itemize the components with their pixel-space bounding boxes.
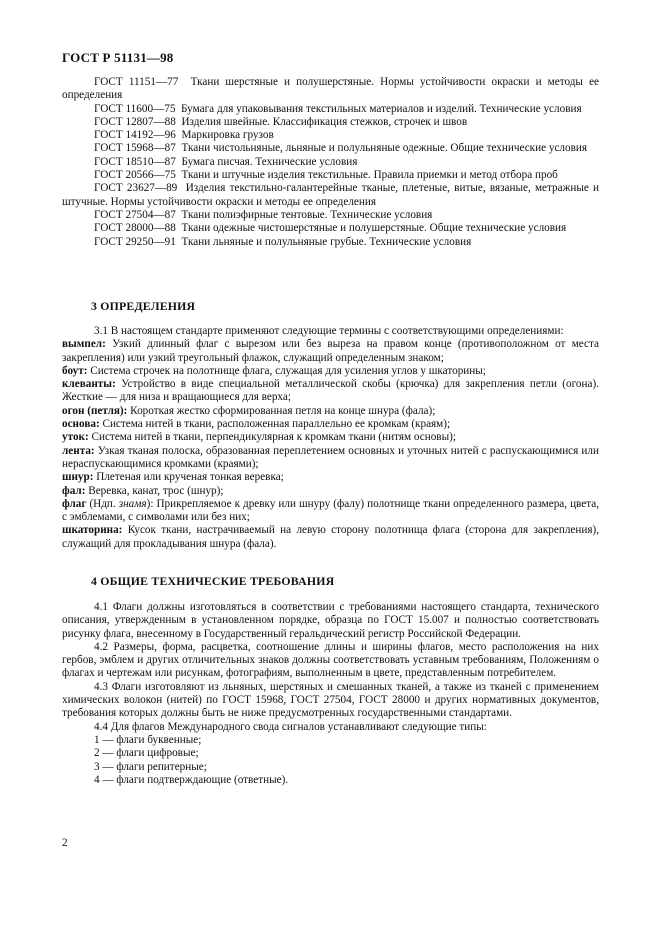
requirement-paragraph: 4.4 Для флагов Международного свода сигналов устанавливают следующие типы:	[94, 720, 487, 733]
section-3-heading: 3 ОПРЕДЕЛЕНИЯ	[91, 299, 196, 313]
requirement-paragraph: 4.1 Флаги должны изготовляться в соответствии с требованиями настоящего стандарта, технического описания, утвержденным в установленном порядке, образца по ГОСТ 15.007 и полностью соответствовать рисунку флага, внесенному в Государственный геральдический регистр Российской Федерации.	[62, 601, 599, 640]
reference-item: ГОСТ 28000—88 Ткани одежные чистошерстяные и полушерстяные. Общие технические условия	[94, 222, 567, 235]
definition-item: шкаторина: Кусок ткани, настрачиваемый на левую сторону полотнища флага (сторона для закрепления), служащий для прокладывания шнура (фала).	[62, 524, 600, 550]
definition-item: основа: Система нитей в ткани, расположенная параллельно ее кромкам (краям);	[62, 418, 451, 431]
requirement-paragraph: 4.3 Флаги изготовляют из льняных, шерстяных и смешанных тканей, а также из тканей с применением химических волокон (нитей) по ГОСТ 15968, ГОСТ 27504, ГОСТ 28000 и других нормативных документов, требования которых должны быть не ниже предусмотренных государственными стандартами.	[62, 680, 599, 720]
definitions	[62, 325, 599, 551]
reference-item: ГОСТ 11151—77 Ткани шерстяные и полушерстяные. Нормы устойчивости окраски и методы ее определения	[62, 76, 599, 102]
definition-item: фал: Веревка, канат, трос (шнур);	[62, 484, 224, 497]
type-list-item: 3 — флаги репитерные;	[94, 760, 207, 773]
reference-item: ГОСТ 29250—91 Ткани льняные и полульняные грубые. Технические условия	[94, 235, 472, 248]
reference-item: ГОСТ 20566—75 Ткани и штучные изделия текстильные. Правила приемки и метод отбора проб	[94, 169, 558, 182]
requirement-paragraph: 4.2 Размеры, форма, расцветка, соотношение длины и ширины флагов, место расположения на них гербов, эмблем и других отличительных знаков должны соответствовать уставным требованиям, Положениям о флагах и чертежам или рисункам, фотографиям, выполненным в цвете, представленным потребителем.	[62, 640, 599, 680]
reference-item: ГОСТ 15968—87 Ткани чистольняные, льняные и полульняные одежные. Общие технические условия	[94, 142, 588, 155]
reference-item: ГОСТ 18510—87 Бумага писчая. Технические условия	[94, 155, 358, 168]
reference-item: ГОСТ 12807—88 Изделия швейные. Классификация стежков, строчек и швов	[94, 115, 468, 128]
definition-item-flag: флаг (Ндп. знамя): Прикрепляемое к древку или шнуру (фалу) полотнище ткани определенного размера, цвета, с эмблемами, с символами или без них;	[62, 497, 600, 524]
definition-item: шнур: Плетеная или крученая тонкая веревка;	[62, 471, 284, 484]
definition-item: боут: Система строчек на полотнище флага, служащая для усиления углов у шкаторины;	[62, 364, 486, 377]
definition-item: огон (петля): Короткая жестко сформированная петля на конце шнура (фала);	[62, 404, 436, 417]
definition-item: лента: Узкая тканая полоска, образованная переплетением основных и уточных нитей с распускающимися или нераспускающимися кромками (краями);	[62, 444, 599, 470]
reference-item: ГОСТ 11600—75 Бумага для упаковывания текстильных материалов и изделий. Технические условия	[94, 102, 582, 115]
section-4-heading: 4 ОБЩИЕ ТЕХНИЧЕСКИЕ ТРЕБОВАНИЯ	[91, 574, 335, 588]
definitions-intro: 3.1 В настоящем стандарте применяют следующие термины с соответствующими определениями:	[94, 325, 564, 337]
definition-item: уток: Система нитей в ткани, перпендикулярная к кромкам ткани (нитям основы);	[62, 431, 456, 444]
type-list-item: 1 — флаги буквенные;	[94, 733, 202, 746]
definition-item: вымпел: Узкий длинный флаг с вырезом или без выреза на правом конце (противоположном от места закрепления) или узкий треугольный флажок, служащий определенным знаком;	[62, 338, 599, 364]
reference-item: ГОСТ 23627—89 Изделия текстильно-галантерейные тканые, плетеные, витые, вязаные, метражные и штучные. Нормы устойчивости окраски и методы ее определения	[62, 182, 600, 208]
page-number: 2	[62, 837, 68, 849]
type-list-item: 2 — флаги цифровые;	[94, 747, 199, 760]
reference-item: ГОСТ 14192—96 Маркировка грузов	[94, 129, 274, 142]
type-list-item: 4 — флаги подтверждающие (ответные).	[94, 773, 289, 786]
general-requirements	[62, 601, 599, 787]
document-header: ГОСТ Р 51131—98	[62, 50, 174, 65]
definition-item: клеванты: Устройство в виде специальной металлической скобы (крючка) для закрепления петли (огона). Жесткие — для низа и вращающиеся для верха;	[62, 378, 600, 404]
normative-references	[62, 76, 599, 249]
reference-item: ГОСТ 27504—87 Ткани полиэфирные тентовые. Технические условия	[94, 208, 433, 221]
